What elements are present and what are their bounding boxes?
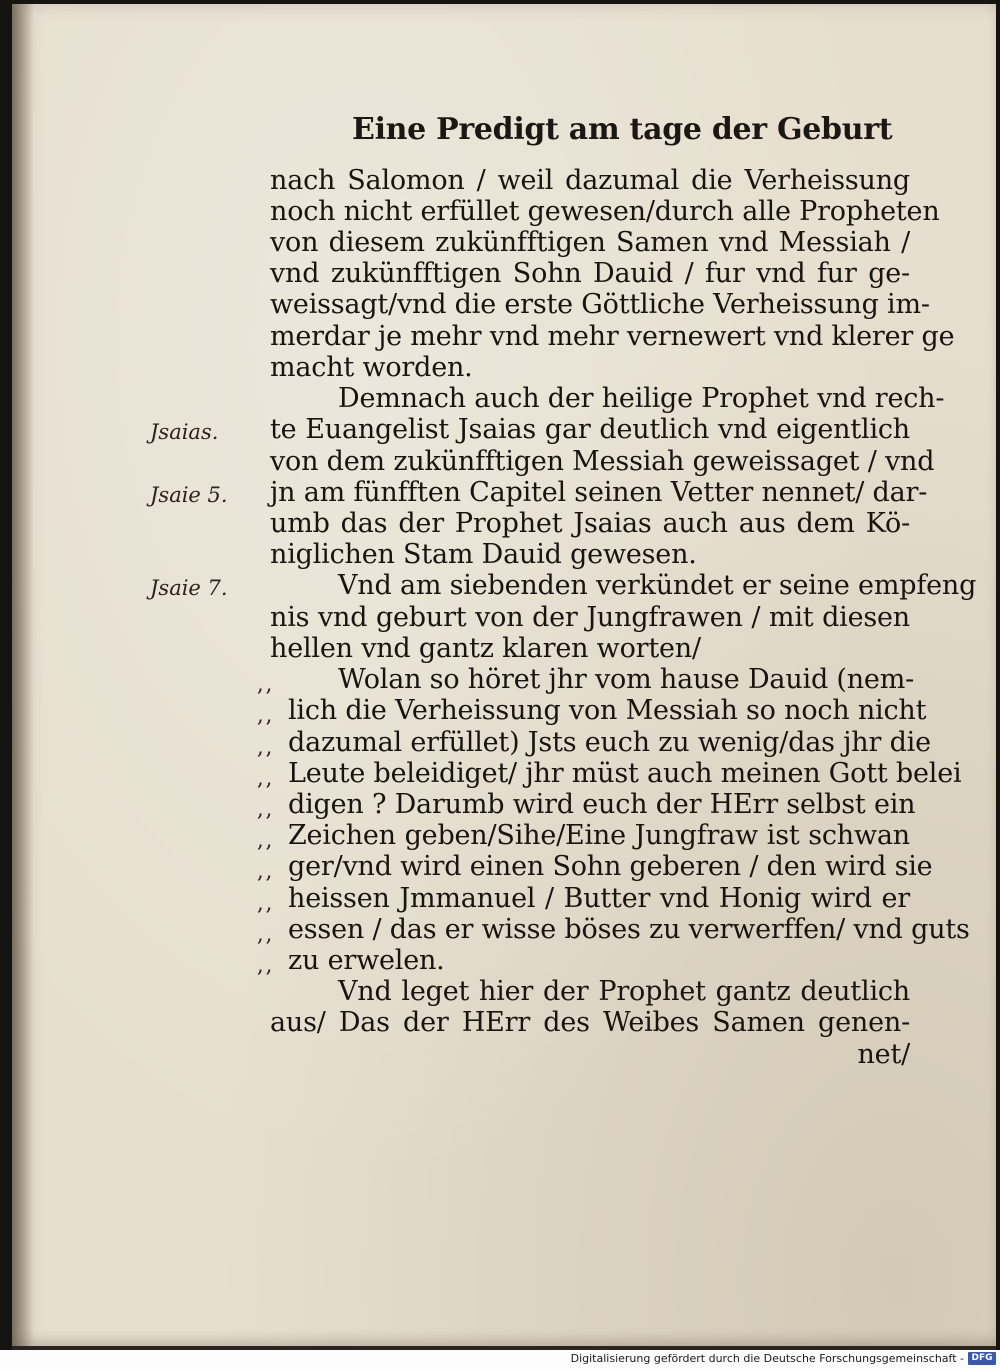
quotation-mark: ,, (257, 953, 275, 977)
text-line: Wolan so höret jhr vom hause Dauid (nem- (338, 664, 915, 695)
quotation-mark: ,, (257, 859, 275, 883)
quotation-mark: ,, (257, 797, 275, 821)
text-line: digen ? Darumb wird euch der HErr selbst ein (288, 789, 916, 820)
text-line: Demnach auch der heilige Prophet vnd rech- (338, 383, 945, 414)
running-head: Eine Predigt am tage der Geburt (352, 112, 893, 147)
text-line: vnd zukünfftigen Sohn Dauid / fur vnd fur ge- (270, 258, 910, 289)
text-line: heissen Jmmanuel / Butter vnd Honig wird er (288, 883, 910, 914)
text-line: umb das der Prophet Jsaias auch aus dem Kö- (270, 508, 910, 539)
text-line: weissagt/vnd die erste Göttliche Verheissung im- (270, 289, 930, 320)
quotation-mark: ,, (257, 922, 275, 946)
funding-credit: Digitalisierung gefördert durch die Deutsche Forschungsgemeinschaft - (570, 1352, 964, 1365)
marginal-note: Jsaie 5. (150, 483, 228, 507)
dfg-logo-icon[interactable]: DFG (968, 1352, 996, 1365)
text-line: aus/ Das der HErr des Weibes Samen genen- (270, 1007, 910, 1038)
text-line: zu erwelen. (288, 945, 445, 976)
text-line: ger/vnd wird einen Sohn geberen / den wird sie (288, 851, 933, 882)
quotation-mark: ,, (257, 672, 275, 696)
page-spine-shadow (12, 4, 34, 1346)
text-line: dazumal erfüllet) Jsts euch zu wenig/das jhr die (288, 727, 931, 758)
text-line: merdar je mehr vnd mehr vernewert vnd klerer ge (270, 321, 955, 352)
text-line: jn am fünfften Capitel seinen Vetter nennet/ dar- (270, 477, 928, 508)
text-line: noch nicht erfüllet gewesen/durch alle Propheten (270, 196, 940, 227)
text-line: Zeichen geben/Sihe/Eine Jungfraw ist schwan (288, 820, 910, 851)
text-line: Leute beleidiget/ jhr müst auch meinen Gott belei (288, 758, 962, 789)
text-line: macht worden. (270, 352, 473, 383)
quotation-mark: ,, (257, 766, 275, 790)
text-line: nach Salomon / weil dazumal die Verheissung (270, 165, 910, 196)
quotation-mark: ,, (257, 828, 275, 852)
text-line: von diesem zukünfftigen Samen vnd Messiah / (270, 227, 910, 258)
marginal-note: Jsaie 7. (150, 576, 228, 600)
text-line: von dem zukünfftigen Messiah geweissaget / vnd (270, 446, 935, 477)
footer-bar (0, 1350, 1000, 1369)
quotation-mark: ,, (257, 891, 275, 915)
text-line: hellen vnd gantz klaren worten/ (270, 633, 701, 664)
quotation-mark: ,, (257, 703, 275, 727)
text-line: nis vnd geburt von der Jungfrawen / mit diesen (270, 602, 910, 633)
text-line: essen / das er wisse böses zu verwerffen/ vnd guts (288, 914, 970, 945)
quotation-mark: ,, (257, 735, 275, 759)
marginal-note: Jsaias. (150, 420, 219, 444)
text-line: niglichen Stam Dauid gewesen. (270, 539, 697, 570)
text-line: lich die Verheissung von Messiah so noch nicht (288, 695, 927, 726)
catchword: net/ (857, 1039, 910, 1070)
text-line: Vnd leget hier der Prophet gantz deutlich (338, 976, 910, 1007)
text-line: Vnd am siebenden verkündet er seine empfeng (338, 570, 977, 601)
text-line: te Euangelist Jsaias gar deutlich vnd eigentlich (270, 414, 910, 445)
